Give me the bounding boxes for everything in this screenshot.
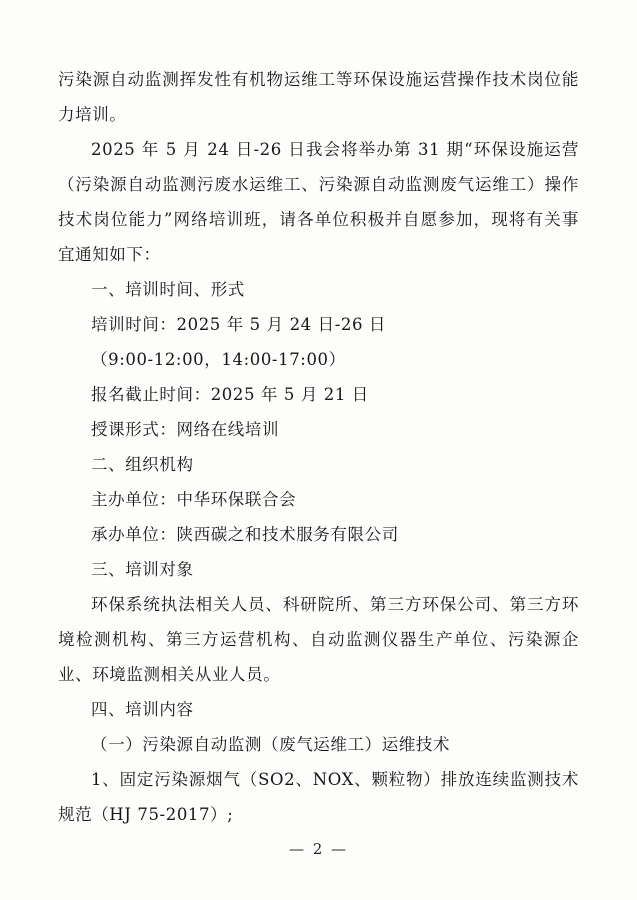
document-body: [58, 62, 579, 832]
teaching-format-line: 授课形式：网络在线培训: [91, 420, 280, 439]
section-heading-three: 三、培训对象: [91, 560, 194, 579]
section-heading-one: 一、培训时间、形式: [91, 280, 245, 299]
section-heading-two: 二、组织机构: [91, 455, 194, 474]
page-number: — 2 —: [288, 840, 349, 858]
co-organizer-line: 承办单位：陕西碳之和技术服务有限公司: [91, 525, 399, 544]
content-item-1: 1、固定污染源烟气（SO2、NOX、颗粒物）排放连续监测技术规范（HJ 75-2017）;: [58, 770, 579, 824]
paragraph-continued-heading: 污染源自动监测挥发性有机物运维工等环保设施运营操作技术岗位能力培训。: [58, 70, 579, 124]
section-heading-four: 四、培训内容: [91, 700, 194, 719]
training-hours-line: （9:00-12:00，14:00-17:00）: [91, 350, 346, 369]
training-time-line: 培训时间：2025 年 5 月 24 日-26 日: [91, 315, 387, 334]
paragraph-announcement: 2025 年 5 月 24 日-26 日我会将举办第 31 期“环保设施运营（污染源自动监测污废水运维工、污染源自动监测废气运维工）操作技术岗位能力”网络培训班，请各单位积极并自愿参加，现将有关事宜通知如下：: [58, 140, 579, 264]
registration-deadline-line: 报名截止时间：2025 年 5 月 21 日: [91, 385, 369, 404]
organizer-line: 主办单位：中华环保联合会: [91, 490, 297, 509]
page-footer: [0, 840, 637, 858]
audience-paragraph: 环保系统执法相关人员、科研院所、第三方环保公司、第三方环境检测机构、第三方运营机构、自动监测仪器生产单位、污染源企业、环境监测相关从业人员。: [58, 595, 579, 684]
subsection-heading-one: （一）污染源自动监测（废气运维工）运维技术: [91, 735, 451, 754]
